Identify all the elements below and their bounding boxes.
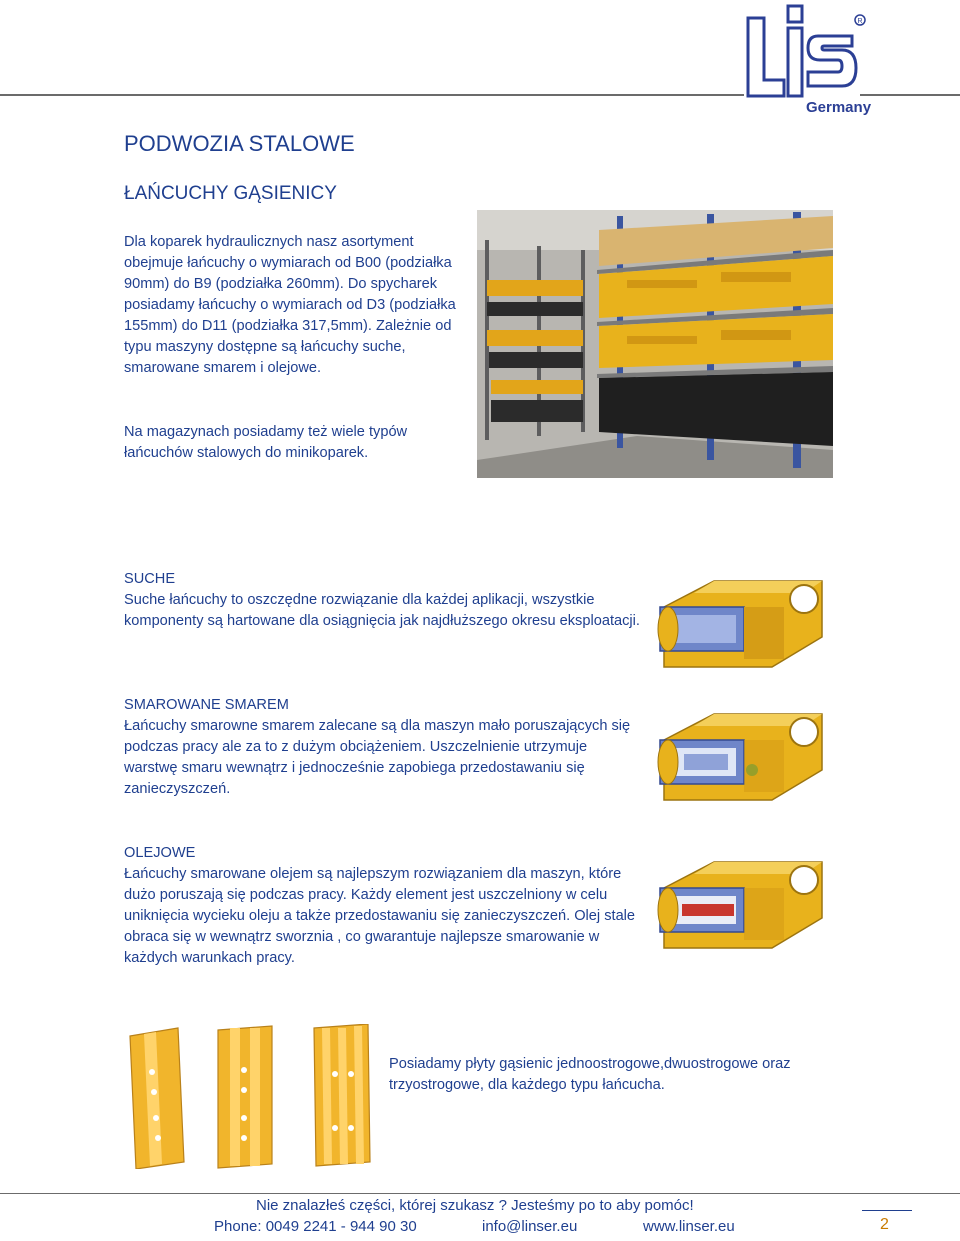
- dry-chain-illustration: [654, 567, 832, 681]
- warehouse-photo: [477, 210, 833, 478]
- page-number-rule: [862, 1210, 912, 1211]
- section-text: Suche łańcuchy to oszczędne rozwiązanie dla każdej aplikacji, wszystkie komponenty są hartowane dla osiągnięcia jak najdłuższego okresu eksploatacji.: [124, 592, 640, 629]
- section-text: Łańcuchy smarowane olejem są najlepszym rozwiązaniem dla maszyn, które dużo poruszają się podczas pracy. Każdy element jest uszczelniony w celu uniknięcia wycieku oleju a także przedostawaniu się zanieczyszczeń. Olej stale obraca się w wewnątrz sworznia , co gwarantuje najlepsze smarowanie w każdych warunkach pracy.: [124, 866, 636, 966]
- page-subtitle: ŁAŃCUCHY GĄSIENICY: [124, 183, 337, 204]
- greased-chain-illustration: [654, 700, 832, 814]
- section-olejowe: [124, 843, 644, 969]
- footer-phone: Phone: 0049 2241 - 944 90 30: [214, 1218, 417, 1235]
- footer-email-link[interactable]: info@linser.eu: [482, 1218, 578, 1235]
- footer-divider: [0, 1193, 960, 1194]
- footer-website-link[interactable]: www.linser.eu: [643, 1218, 735, 1235]
- intro-paragraph-minikoparki: Na magazynach posiadamy też wiele typów łańcuchów stalowych do minikoparek.: [124, 424, 408, 461]
- section-text: Łańcuchy smarowne smarem zalecane są dla maszyn mało poruszających się podczas pracy ale za to z dużym obciążeniem. Uszczelnienie utrzymuje warstwę smaru wewnątrz i jednocześnie zapobiega przedostawaniu się zanieczyszczeń.: [124, 718, 631, 797]
- section-heading: OLEJOWE: [124, 845, 196, 861]
- oil-chain-illustration: [654, 848, 832, 962]
- footer-question: Nie znalazłeś części, której szukasz ? Jesteśmy po to aby pomóc!: [256, 1197, 694, 1214]
- plates-paragraph: Posiadamy płyty gąsienic jednoostrogowe,dwuostrogowe oraz trzyostrogowe, dla każdego typu łańcucha.: [389, 1056, 791, 1093]
- svg-text:R: R: [857, 18, 863, 25]
- section-suche: [124, 569, 644, 632]
- section-heading: SUCHE: [124, 571, 176, 587]
- section-heading: SMAROWANE SMAREM: [124, 697, 289, 713]
- logo-text: Germany: [806, 99, 872, 116]
- section-smarowane: [124, 695, 644, 800]
- intro-paragraph: Dla koparek hydraulicznych nasz asortyment obejmuje łańcuchy o wymiarach od B00 (podziałka 90mm) do B9 (podziałka 260mm). Do spycharek posiadamy łańcuchy o wymiarach od D3 (podziałka 155mm) do D11 (podziałka 317,5mm). Zależnie od typu maszyny dostępne są łańcuchy suche, smarowane smarem i olejowe.: [124, 234, 456, 376]
- track-plates-photo: [122, 1024, 374, 1169]
- page-number: 2: [880, 1216, 889, 1233]
- page-title: PODWOZIA STALOWE: [124, 131, 355, 156]
